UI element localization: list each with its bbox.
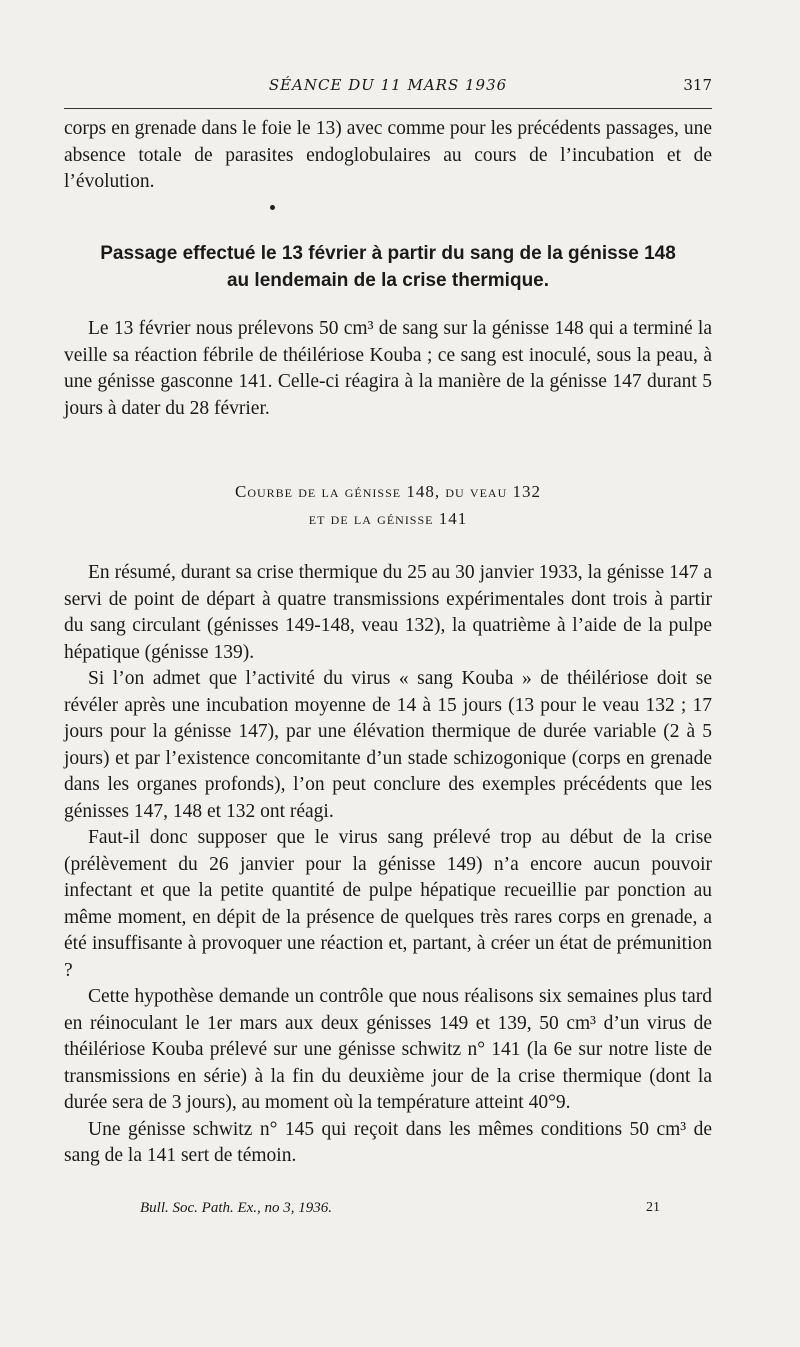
paragraph: Faut-il donc supposer que le virus sang prélevé trop au début de la crise (prélèvement du 26 janvier pour la génisse 149) n’a encore aucun pouvoir infectant et que la petite quantité de pulpe hépatique recueillie par ponction au même moment, en dépit de la présence de quelques très rares corps en grenade, a été insuffisante à provoquer une réaction et, partant, à créer un état de prémunition ? bbox=[64, 827, 712, 981]
header-rule bbox=[64, 108, 712, 109]
section-heading bbox=[64, 240, 712, 294]
opening-text bbox=[64, 116, 712, 196]
figure-caption-line: Courbe de la génisse 148, du veau 132 bbox=[235, 482, 541, 501]
figure-caption-line: et de la génisse 141 bbox=[308, 509, 468, 528]
paragraph: Si l’on admet que l’activité du virus « sang Kouba » de théilériose doit se révéler après une incubation moyenne de 14 à 15 jours (13 pour le veau 132 ; 17 jours pour la génisse 147), par une élévation thermique de durée variable (2 à 5 jours) et par l’existence concomitante d’un stade schizogonique (corps en grenade dans les organes profonds), l’on peut conclure des exemples précédents que les génisses 147, 148 et 132 ont réagi. bbox=[64, 668, 712, 822]
paragraph: corps en grenade dans le foie le 13) avec comme pour les précédents passages, une absence totale de parasites endoglobulaires au cours de l’incubation et de l’évolution. bbox=[64, 118, 712, 192]
paragraph: Cette hypothèse demande un contrôle que nous réalisons six semaines plus tard en réinoculant le 1er mars aux deux génisses 149 et 139, 50 cm³ d’un virus de théilériose Kouba prélevé sur une génisse schwitz n° 141 (la 6e sur notre liste de transmissions en série) à la fin du deuxième jour de la crise thermique (dont la durée sera de 3 jours), au moment où la température atteint 40°9. bbox=[64, 986, 712, 1113]
section-heading-line: au lendemain de la crise thermique. bbox=[226, 270, 550, 291]
journal-reference: Bull. Soc. Path. Ex., no 3, 1936. bbox=[140, 1200, 333, 1216]
signature-number: 21 bbox=[646, 1200, 660, 1215]
page-footer bbox=[140, 1200, 660, 1222]
separator-dot bbox=[270, 205, 275, 210]
body-text bbox=[64, 560, 712, 1170]
paragraph: Le 13 février nous prélevons 50 cm³ de sang sur la génisse 148 qui a terminé la veille sa réaction fébrile de théilériose Kouba ; ce sang est inoculé, sous la peau, à une génisse gasconne 141. Celle-ci réagira à la manière de la génisse 147 durant 5 jours à dater du 28 février. bbox=[64, 318, 712, 419]
figure-caption bbox=[64, 478, 712, 532]
running-head bbox=[64, 76, 712, 102]
section-text bbox=[64, 316, 712, 422]
paragraph: Une génisse schwitz n° 145 qui reçoit dans les mêmes conditions 50 cm³ de sang de la 141 sert de témoin. bbox=[64, 1118, 712, 1166]
section-heading-line: Passage effectué le 13 février à partir du sang de la génisse 148 bbox=[100, 243, 676, 264]
running-title: SÉANCE DU 11 MARS 1936 bbox=[268, 76, 508, 94]
paragraph: En résumé, durant sa crise thermique du 25 au 30 janvier 1933, la génisse 147 a servi de point de départ à quatre transmissions expérimentales dont trois à partir du sang circulant (génisses 149-148, veau 132), la quatrième à l’aide de la pulpe hépatique (génisse 139). bbox=[64, 562, 712, 663]
page-number: 317 bbox=[683, 76, 712, 94]
